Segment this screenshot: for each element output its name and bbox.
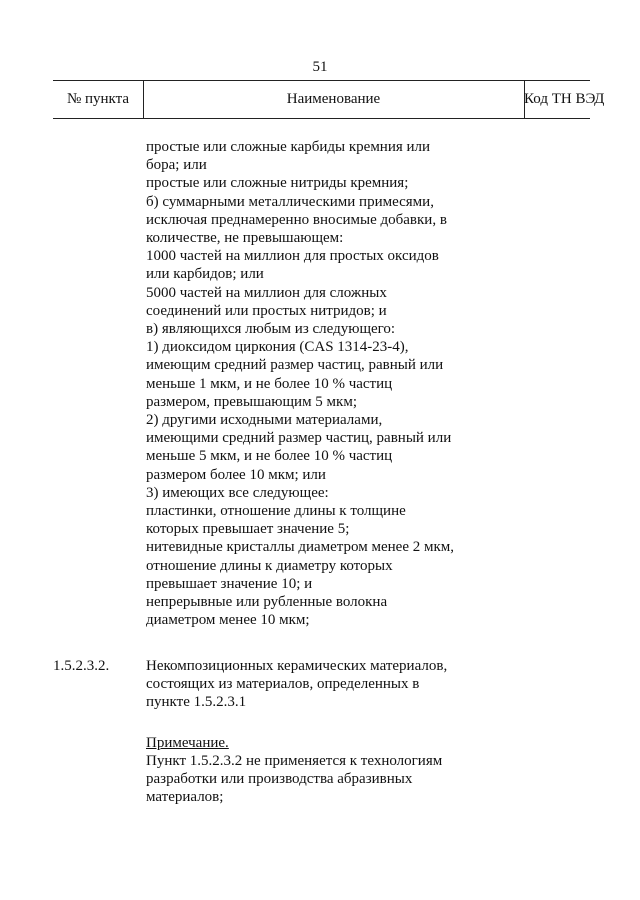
note-text: Пункт 1.5.2.3.2 не применяется к технологиям разработки или производства абразивных материалов; — [146, 753, 443, 806]
section-text: Некомпозиционных керамических материалов, состоящих из материалов, определенных в пункте 1.5.2.3.1 — [146, 658, 448, 711]
column-header-item-number: № пункта — [66, 91, 130, 107]
section-number: 1.5.2.3.2. — [53, 658, 110, 674]
table-header — [53, 80, 605, 119]
page-number: 51 — [312, 59, 328, 75]
column-header-tn-ved-code: Код ТН ВЭД — [524, 91, 605, 107]
continuation-text: простые или сложные карбиды кремния или бора; или простые или сложные нитриды кремния; б) суммарными металлическими примесями, исключая преднамеренно вносимые добавки, в количестве, не превышающем: 1000 частей на миллион для простых оксидов или карбидов; или 5000 частей на миллион для сложных соединений или простых нитридов; и в) являющихся любым из следующего: 1) диоксидом циркония (CAS 1314-23-4), имеющим средний размер частиц, равный или меньше 1 мкм, и не более 10 % частиц размером, превышающим 5 мкм; 2) другими исходными материалами, имеющими средний размер частиц, равный или меньше 5 мкм, и не более 10 % частиц размером более 10 мкм; или 3) имеющих все следующее: пластинки, отношение длины к толщине которых превышает значение 5; нитевидные кристаллы диаметром менее 2 мкм, отношение длины к диаметру которых превышает значение 10; и непрерывные или рубленные волокна диаметром менее 10 мкм; — [146, 139, 454, 629]
column-header-name: Наименование — [286, 91, 381, 107]
note-title: Примечание. — [146, 735, 229, 751]
